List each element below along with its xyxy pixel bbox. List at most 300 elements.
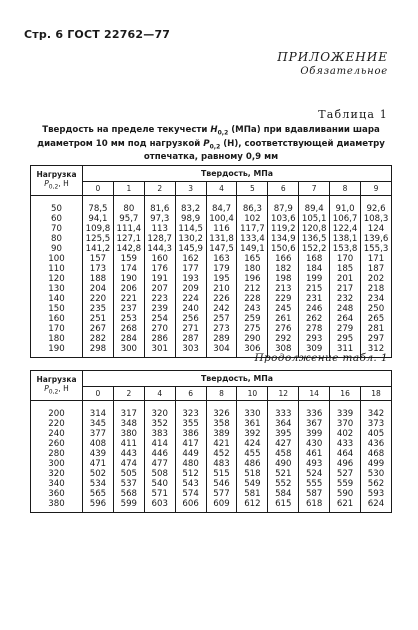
hardness-cell: 555 — [299, 479, 330, 489]
hardness-cell: 116 — [206, 224, 237, 234]
hardness-cell: 352 — [144, 419, 175, 429]
hardness-cell: 342 — [361, 401, 392, 420]
hardness-table-continued — [30, 370, 392, 513]
hardness-cell: 171 — [361, 254, 392, 264]
hardness-cell: 87,9 — [268, 196, 299, 215]
hardness-cell: 150,6 — [268, 244, 299, 254]
table-row — [31, 314, 392, 324]
appendix-subtitle: Обязательное — [300, 66, 388, 77]
caption-line-1 — [30, 125, 392, 139]
load-cell: 180 — [31, 334, 83, 344]
hardness-cell: 100,4 — [206, 214, 237, 224]
hardness-cell: 168 — [299, 254, 330, 264]
load-cell: 200 — [31, 401, 83, 420]
hardness-cell: 599 — [113, 499, 144, 513]
hardness-cell: 348 — [113, 419, 144, 429]
load-cell: 50 — [31, 196, 83, 215]
column-header: 4 — [144, 387, 175, 401]
load-cell: 140 — [31, 294, 83, 304]
hardness-cell: 159 — [113, 254, 144, 264]
hardness-cell: 345 — [83, 419, 114, 429]
hardness-cell: 120,8 — [299, 224, 330, 234]
hardness-cell: 584 — [268, 489, 299, 499]
caption-text: (МПа) при вдавливании шара — [228, 125, 380, 135]
load-cell: 60 — [31, 214, 83, 224]
table-row — [31, 224, 392, 234]
column-header: 1 — [113, 182, 144, 196]
table-row — [31, 401, 392, 420]
hardness-cell: 119,2 — [268, 224, 299, 234]
hardness-cell: 311 — [330, 344, 361, 358]
load-cell: 120 — [31, 274, 83, 284]
column-header: 0 — [83, 182, 114, 196]
hardness-cell: 446 — [144, 449, 175, 459]
hardness-cell: 223 — [144, 294, 175, 304]
hardness-cell: 267 — [83, 324, 114, 334]
hardness-cell: 314 — [83, 401, 114, 420]
hardness-cell: 439 — [83, 449, 114, 459]
hardness-cell: 292 — [268, 334, 299, 344]
hardness-cell: 512 — [175, 469, 206, 479]
load-cell: 220 — [31, 419, 83, 429]
hardness-cell: 147,5 — [206, 244, 237, 254]
hardness-cell: 276 — [268, 324, 299, 334]
caption-symbol: P — [203, 138, 210, 149]
load-cell: 170 — [31, 324, 83, 334]
load-cell: 280 — [31, 449, 83, 459]
column-header: 5 — [237, 182, 268, 196]
hardness-cell: 198 — [268, 274, 299, 284]
appendix-heading — [277, 50, 388, 77]
hardness-cell: 144,3 — [144, 244, 175, 254]
load-cell: 110 — [31, 264, 83, 274]
load-header-unit: , Н — [58, 383, 69, 393]
table-row — [31, 489, 392, 499]
column-header: 8 — [330, 182, 361, 196]
load-cell: 130 — [31, 284, 83, 294]
hardness-cell: 468 — [361, 449, 392, 459]
appendix-title: ПРИЛОЖЕНИЕ — [277, 50, 388, 64]
hardness-cell: 367 — [299, 419, 330, 429]
load-column-header — [31, 166, 83, 196]
table-row — [31, 294, 392, 304]
hardness-cell: 122,4 — [330, 224, 361, 234]
hardness-cell: 163 — [206, 254, 237, 264]
hardness-cell: 184 — [299, 264, 330, 274]
hardness-cell: 271 — [175, 324, 206, 334]
column-header: 4 — [206, 182, 237, 196]
hardness-cell: 540 — [144, 479, 175, 489]
hardness-cell: 191 — [144, 274, 175, 284]
hardness-cell: 565 — [83, 489, 114, 499]
hardness-cell: 389 — [206, 429, 237, 439]
column-header: 10 — [237, 387, 268, 401]
hardness-cell: 527 — [330, 469, 361, 479]
load-cell: 190 — [31, 344, 83, 358]
hardness-cell: 452 — [206, 449, 237, 459]
hardness-cell: 275 — [237, 324, 268, 334]
hardness-cell: 111,4 — [113, 224, 144, 234]
hardness-cell: 477 — [144, 459, 175, 469]
table-row — [31, 274, 392, 284]
load-header-text: Нагрузка — [36, 169, 77, 179]
hardness-cell: 615 — [268, 499, 299, 513]
hardness-cell: 361 — [237, 419, 268, 429]
hardness-cell: 606 — [175, 499, 206, 513]
hardness-cell: 306 — [237, 344, 268, 358]
hardness-cell: 170 — [330, 254, 361, 264]
load-cell: 240 — [31, 429, 83, 439]
hardness-cell: 145,9 — [175, 244, 206, 254]
hardness-cell: 508 — [144, 469, 175, 479]
hardness-cell: 574 — [175, 489, 206, 499]
load-cell: 260 — [31, 439, 83, 449]
hardness-cell: 609 — [206, 499, 237, 513]
hardness-cell: 301 — [144, 344, 175, 358]
hardness-cell: 133,4 — [237, 234, 268, 244]
column-header: 9 — [361, 182, 392, 196]
hardness-cell: 265 — [361, 314, 392, 324]
hardness-cell: 549 — [237, 479, 268, 489]
hardness-cell: 424 — [237, 439, 268, 449]
hardness-cell: 134,9 — [268, 234, 299, 244]
hardness-cell: 173 — [83, 264, 114, 274]
hardness-cell: 480 — [175, 459, 206, 469]
table-label: Таблица 1 — [318, 108, 388, 121]
hardness-cell: 179 — [206, 264, 237, 274]
hardness-cell: 289 — [206, 334, 237, 344]
hardness-cell: 250 — [361, 304, 392, 314]
hardness-cell: 530 — [361, 469, 392, 479]
hardness-cell: 293 — [299, 334, 330, 344]
hardness-cell: 153,8 — [330, 244, 361, 254]
hardness-cell: 323 — [175, 401, 206, 420]
hardness-cell: 237 — [113, 304, 144, 314]
load-cell: 340 — [31, 479, 83, 489]
hardness-cell: 298 — [83, 344, 114, 358]
hardness-cell: 201 — [330, 274, 361, 284]
hardness-cell: 386 — [175, 429, 206, 439]
hardness-cell: 187 — [361, 264, 392, 274]
hardness-cell: 174 — [113, 264, 144, 274]
hardness-cell: 537 — [113, 479, 144, 489]
hardness-cell: 618 — [299, 499, 330, 513]
hardness-cell: 204 — [83, 284, 114, 294]
hardness-cell: 113 — [144, 224, 175, 234]
caption-text: диаметром 10 мм под нагрузкой — [37, 138, 204, 149]
column-header: 0 — [83, 387, 114, 401]
hardness-cell: 383 — [144, 429, 175, 439]
hardness-cell: 231 — [299, 294, 330, 304]
hardness-cell: 166 — [268, 254, 299, 264]
load-cell: 150 — [31, 304, 83, 314]
hardness-cell: 108,3 — [361, 214, 392, 224]
hardness-cell: 232 — [330, 294, 361, 304]
hardness-cell: 421 — [206, 439, 237, 449]
hardness-cell: 320 — [144, 401, 175, 420]
hardness-cell: 268 — [113, 324, 144, 334]
hardness-cell: 443 — [113, 449, 144, 459]
caption-line-2 — [30, 139, 392, 153]
column-header: 2 — [113, 387, 144, 401]
hardness-cell: 312 — [361, 344, 392, 358]
hardness-cell: 430 — [299, 439, 330, 449]
hardness-cell: 92,6 — [361, 196, 392, 215]
hardness-cell: 295 — [330, 334, 361, 344]
hardness-cell: 493 — [299, 459, 330, 469]
hardness-cell: 279 — [330, 324, 361, 334]
hardness-cell: 577 — [206, 489, 237, 499]
hardness-cell: 103,6 — [268, 214, 299, 224]
hardness-cell: 278 — [299, 324, 330, 334]
continuation-label: Продолжение табл. 1 — [254, 352, 388, 364]
hardness-cell: 287 — [175, 334, 206, 344]
hardness-cell: 195 — [206, 274, 237, 284]
table-row — [31, 304, 392, 314]
hardness-cell: 229 — [268, 294, 299, 304]
hardness-cell: 370 — [330, 419, 361, 429]
table-row — [31, 234, 392, 244]
hardness-cell: 217 — [330, 284, 361, 294]
hardness-cell: 157 — [83, 254, 114, 264]
hardness-cell: 185 — [330, 264, 361, 274]
caption-symbol: H — [210, 125, 218, 135]
load-cell: 100 — [31, 254, 83, 264]
hardness-cell: 117,7 — [237, 224, 268, 234]
load-header-symbol: P — [44, 178, 49, 188]
hardness-cell: 521 — [268, 469, 299, 479]
load-column-header — [31, 371, 83, 401]
hardness-cell: 176 — [144, 264, 175, 274]
hardness-cell: 284 — [113, 334, 144, 344]
hardness-cell: 246 — [299, 304, 330, 314]
hardness-cell: 377 — [83, 429, 114, 439]
table-caption — [30, 125, 392, 163]
hardness-cell: 139,6 — [361, 234, 392, 244]
hardness-cell: 109,8 — [83, 224, 114, 234]
column-header: 12 — [268, 387, 299, 401]
hardness-cell: 326 — [206, 401, 237, 420]
load-cell: 160 — [31, 314, 83, 324]
hardness-cell: 106,7 — [330, 214, 361, 224]
hardness-cell: 81,6 — [144, 196, 175, 215]
page-header: Стр. 6 ГОСТ 22762—77 — [24, 28, 171, 41]
hardness-cell: 218 — [361, 284, 392, 294]
hardness-cell: 240 — [175, 304, 206, 314]
hardness-cell: 559 — [330, 479, 361, 489]
hardness-cell: 182 — [268, 264, 299, 274]
hardness-cell: 333 — [268, 401, 299, 420]
hardness-cell: 234 — [361, 294, 392, 304]
hardness-cell: 552 — [268, 479, 299, 489]
hardness-cell: 220 — [83, 294, 114, 304]
hardness-cell: 105,1 — [299, 214, 330, 224]
column-header: 16 — [330, 387, 361, 401]
table-row — [31, 459, 392, 469]
hardness-cell: 571 — [144, 489, 175, 499]
caption-subscript: 0,2 — [217, 129, 229, 137]
load-cell: 90 — [31, 244, 83, 254]
hardness-cell: 433 — [330, 439, 361, 449]
hardness-cell: 239 — [144, 304, 175, 314]
hardness-cell: 286 — [144, 334, 175, 344]
table-row — [31, 469, 392, 479]
caption-text: Твердость на пределе текучести — [42, 125, 211, 135]
hardness-cell: 461 — [299, 449, 330, 459]
hardness-cell: 78,5 — [83, 196, 114, 215]
table-row — [31, 254, 392, 264]
hardness-cell: 464 — [330, 449, 361, 459]
hardness-cell: 251 — [83, 314, 114, 324]
hardness-cell: 125,5 — [83, 234, 114, 244]
column-header: 18 — [361, 387, 392, 401]
hardness-column-header: Твердость, МПа — [83, 166, 392, 182]
hardness-cell: 209 — [175, 284, 206, 294]
hardness-cell: 84,7 — [206, 196, 237, 215]
hardness-cell: 612 — [237, 499, 268, 513]
load-cell: 360 — [31, 489, 83, 499]
table-row — [31, 429, 392, 439]
hardness-cell: 330 — [237, 401, 268, 420]
hardness-cell: 199 — [299, 274, 330, 284]
hardness-cell: 136,5 — [299, 234, 330, 244]
hardness-cell: 490 — [268, 459, 299, 469]
hardness-cell: 297 — [361, 334, 392, 344]
hardness-cell: 455 — [237, 449, 268, 459]
hardness-cell: 83,2 — [175, 196, 206, 215]
hardness-cell: 317 — [113, 401, 144, 420]
caption-text: (Н), соответствующей диаметру — [220, 138, 385, 149]
hardness-cell: 127,1 — [113, 234, 144, 244]
hardness-cell: 212 — [237, 284, 268, 294]
hardness-cell: 165 — [237, 254, 268, 264]
hardness-cell: 80 — [113, 196, 144, 215]
hardness-cell: 624 — [361, 499, 392, 513]
hardness-cell: 193 — [175, 274, 206, 284]
hardness-cell: 97,3 — [144, 214, 175, 224]
hardness-cell: 399 — [299, 429, 330, 439]
caption-subscript: 0,2 — [209, 143, 221, 151]
hardness-cell: 603 — [144, 499, 175, 513]
hardness-cell: 114,5 — [175, 224, 206, 234]
hardness-cell: 180 — [237, 264, 268, 274]
table-row — [31, 324, 392, 334]
table-row — [31, 196, 392, 215]
hardness-cell: 235 — [83, 304, 114, 314]
load-cell: 320 — [31, 469, 83, 479]
hardness-cell: 102 — [237, 214, 268, 224]
column-header: 6 — [268, 182, 299, 196]
hardness-cell: 226 — [206, 294, 237, 304]
hardness-cell: 261 — [268, 314, 299, 324]
hardness-cell: 309 — [299, 344, 330, 358]
hardness-cell: 505 — [113, 469, 144, 479]
hardness-column-header: Твердость, МПа — [83, 371, 392, 387]
hardness-cell: 449 — [175, 449, 206, 459]
hardness-cell: 86,3 — [237, 196, 268, 215]
hardness-cell: 257 — [206, 314, 237, 324]
hardness-cell: 155,3 — [361, 244, 392, 254]
hardness-cell: 141,2 — [83, 244, 114, 254]
hardness-cell: 515 — [206, 469, 237, 479]
table-row — [31, 479, 392, 489]
hardness-cell: 94,1 — [83, 214, 114, 224]
hardness-cell: 128,7 — [144, 234, 175, 244]
hardness-cell: 196 — [237, 274, 268, 284]
hardness-cell: 534 — [83, 479, 114, 489]
hardness-cell: 206 — [113, 284, 144, 294]
column-header: 3 — [175, 182, 206, 196]
load-header-unit: , Н — [58, 178, 69, 188]
hardness-cell: 245 — [268, 304, 299, 314]
load-cell: 70 — [31, 224, 83, 234]
hardness-cell: 411 — [113, 439, 144, 449]
hardness-cell: 402 — [330, 429, 361, 439]
hardness-cell: 543 — [175, 479, 206, 489]
table-row — [31, 449, 392, 459]
table-row — [31, 334, 392, 344]
hardness-cell: 243 — [237, 304, 268, 314]
load-header-symbol: P — [44, 383, 49, 393]
hardness-table — [30, 165, 392, 358]
hardness-cell: 593 — [361, 489, 392, 499]
hardness-cell: 270 — [144, 324, 175, 334]
hardness-cell: 98,9 — [175, 214, 206, 224]
hardness-cell: 213 — [268, 284, 299, 294]
column-header: 14 — [299, 387, 330, 401]
hardness-cell: 242 — [206, 304, 237, 314]
hardness-cell: 486 — [237, 459, 268, 469]
hardness-cell: 471 — [83, 459, 114, 469]
load-cell: 300 — [31, 459, 83, 469]
hardness-cell: 142,8 — [113, 244, 144, 254]
hardness-cell: 210 — [206, 284, 237, 294]
hardness-cell: 254 — [144, 314, 175, 324]
hardness-cell: 130,2 — [175, 234, 206, 244]
hardness-cell: 562 — [361, 479, 392, 489]
hardness-cell: 177 — [175, 264, 206, 274]
hardness-cell: 502 — [83, 469, 114, 479]
hardness-cell: 417 — [175, 439, 206, 449]
hardness-cell: 499 — [361, 459, 392, 469]
hardness-cell: 91,0 — [330, 196, 361, 215]
hardness-cell: 518 — [237, 469, 268, 479]
caption-line-3: отпечатка, равному 0,9 мм — [143, 152, 279, 163]
hardness-cell: 339 — [330, 401, 361, 420]
hardness-cell: 202 — [361, 274, 392, 284]
hardness-cell: 95,7 — [113, 214, 144, 224]
hardness-cell: 304 — [206, 344, 237, 358]
hardness-cell: 152,2 — [299, 244, 330, 254]
hardness-cell: 436 — [361, 439, 392, 449]
hardness-cell: 131,8 — [206, 234, 237, 244]
hardness-cell: 124 — [361, 224, 392, 234]
hardness-cell: 587 — [299, 489, 330, 499]
hardness-cell: 290 — [237, 334, 268, 344]
load-cell: 80 — [31, 234, 83, 244]
hardness-cell: 264 — [330, 314, 361, 324]
hardness-cell: 496 — [330, 459, 361, 469]
hardness-cell: 248 — [330, 304, 361, 314]
hardness-cell: 303 — [175, 344, 206, 358]
hardness-cell: 373 — [361, 419, 392, 429]
table-row — [31, 214, 392, 224]
hardness-cell: 458 — [268, 449, 299, 459]
hardness-cell: 524 — [299, 469, 330, 479]
hardness-cell: 300 — [113, 344, 144, 358]
hardness-cell: 474 — [113, 459, 144, 469]
hardness-cell: 160 — [144, 254, 175, 264]
